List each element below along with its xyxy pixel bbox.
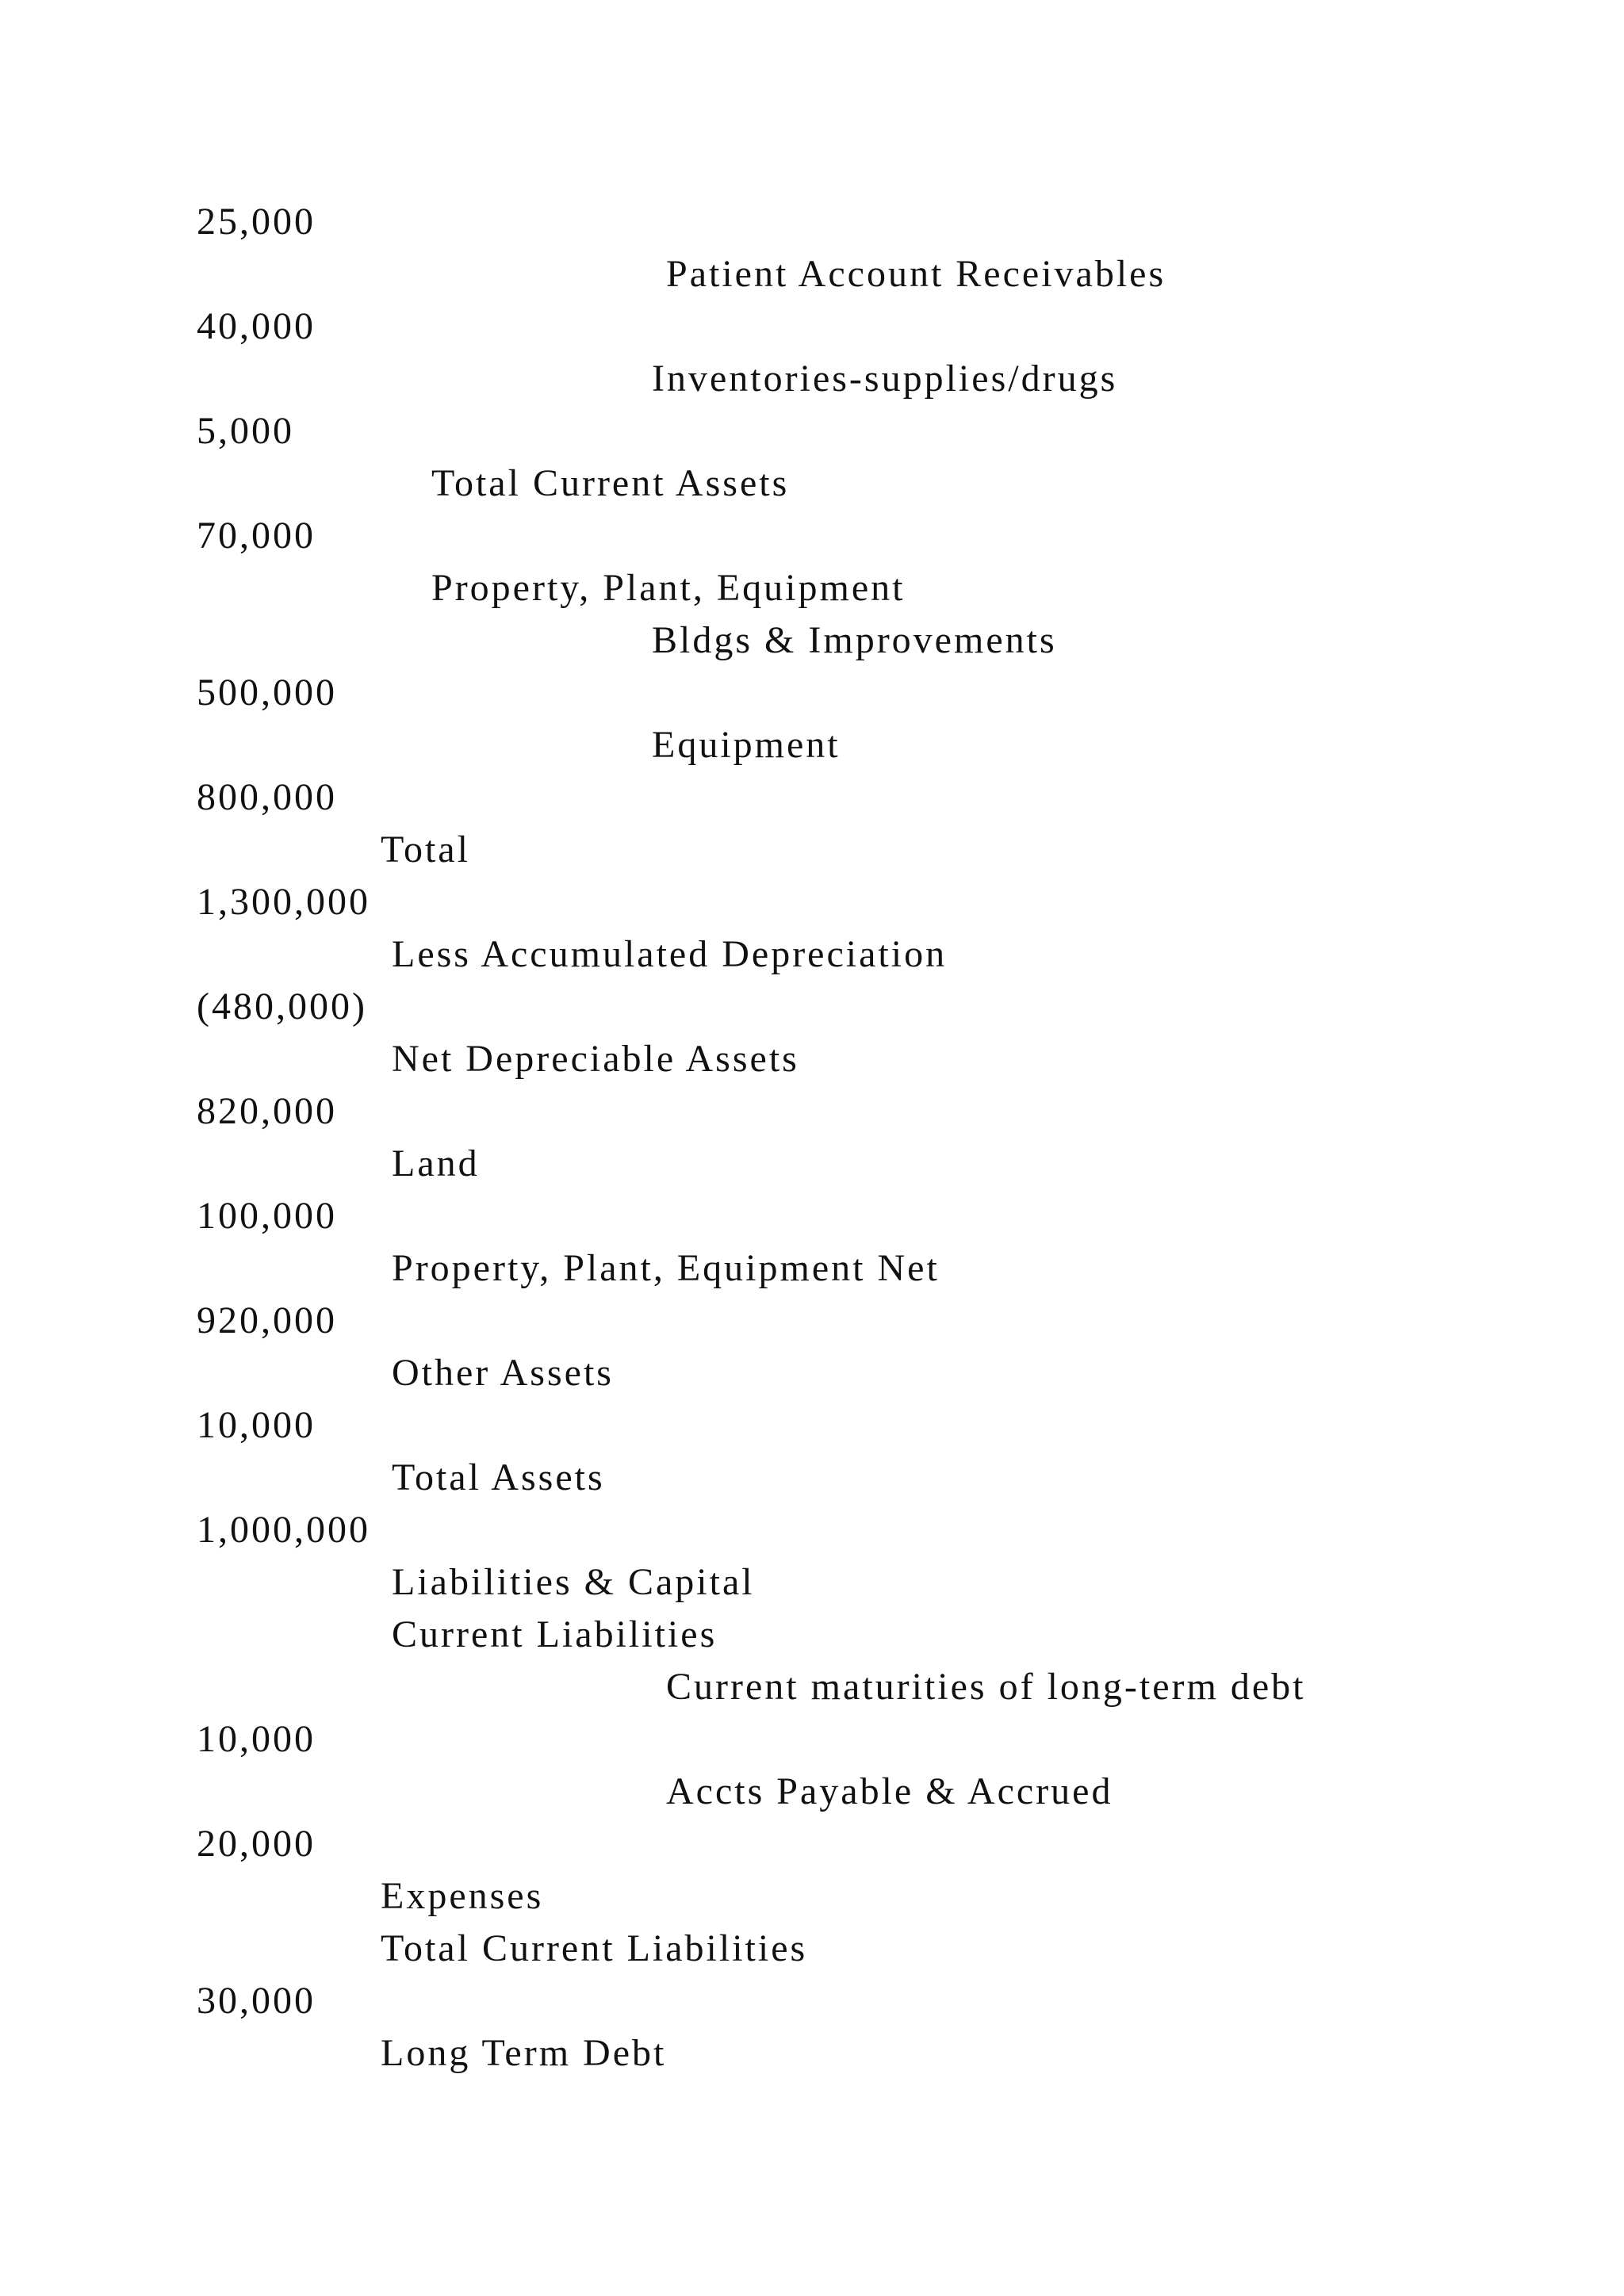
value-line: 5,000 <box>197 410 294 452</box>
value-line: (480,000) <box>197 985 367 1027</box>
value-line: 800,000 <box>197 776 337 818</box>
value-line: 820,000 <box>197 1090 337 1132</box>
label-line: Liabilities & Capital <box>392 1561 755 1603</box>
value-line: 40,000 <box>197 305 316 347</box>
label-line: Current maturities of long-term debt <box>666 1666 1306 1708</box>
label-line: Equipment <box>652 724 841 766</box>
label-line: Total <box>381 828 470 871</box>
label-line: Bldgs & Improvements <box>652 619 1057 661</box>
value-line: 70,000 <box>197 515 316 557</box>
label-line: Total Current Assets <box>431 462 790 504</box>
value-line: 500,000 <box>197 672 337 714</box>
value-line: 920,000 <box>197 1299 337 1341</box>
label-line: Other Assets <box>392 1352 614 1394</box>
label-line: Property, Plant, Equipment <box>431 567 906 609</box>
value-line: 30,000 <box>197 1980 316 2022</box>
value-line: 25,000 <box>197 201 316 243</box>
label-line: Property, Plant, Equipment Net <box>392 1247 940 1289</box>
label-line: Current Liabilities <box>392 1613 718 1655</box>
value-line: 10,000 <box>197 1404 316 1446</box>
label-line: Total Current Liabilities <box>381 1927 808 1969</box>
value-line: 1,300,000 <box>197 881 370 923</box>
value-line: 10,000 <box>197 1718 316 1760</box>
label-line: Total Assets <box>392 1456 605 1498</box>
label-line: Land <box>392 1142 480 1184</box>
label-line: Expenses <box>381 1875 544 1917</box>
label-line: Long Term Debt <box>381 2032 667 2074</box>
label-line: Inventories-supplies/drugs <box>652 358 1118 400</box>
label-line: Accts Payable & Accrued <box>666 1770 1113 1812</box>
label-line: Less Accumulated Depreciation <box>392 933 948 975</box>
label-line: Patient Account Receivables <box>666 253 1166 295</box>
value-line: 20,000 <box>197 1823 316 1865</box>
value-line: 100,000 <box>197 1195 337 1237</box>
value-line: 1,000,000 <box>197 1509 370 1551</box>
label-line: Net Depreciable Assets <box>392 1038 799 1080</box>
